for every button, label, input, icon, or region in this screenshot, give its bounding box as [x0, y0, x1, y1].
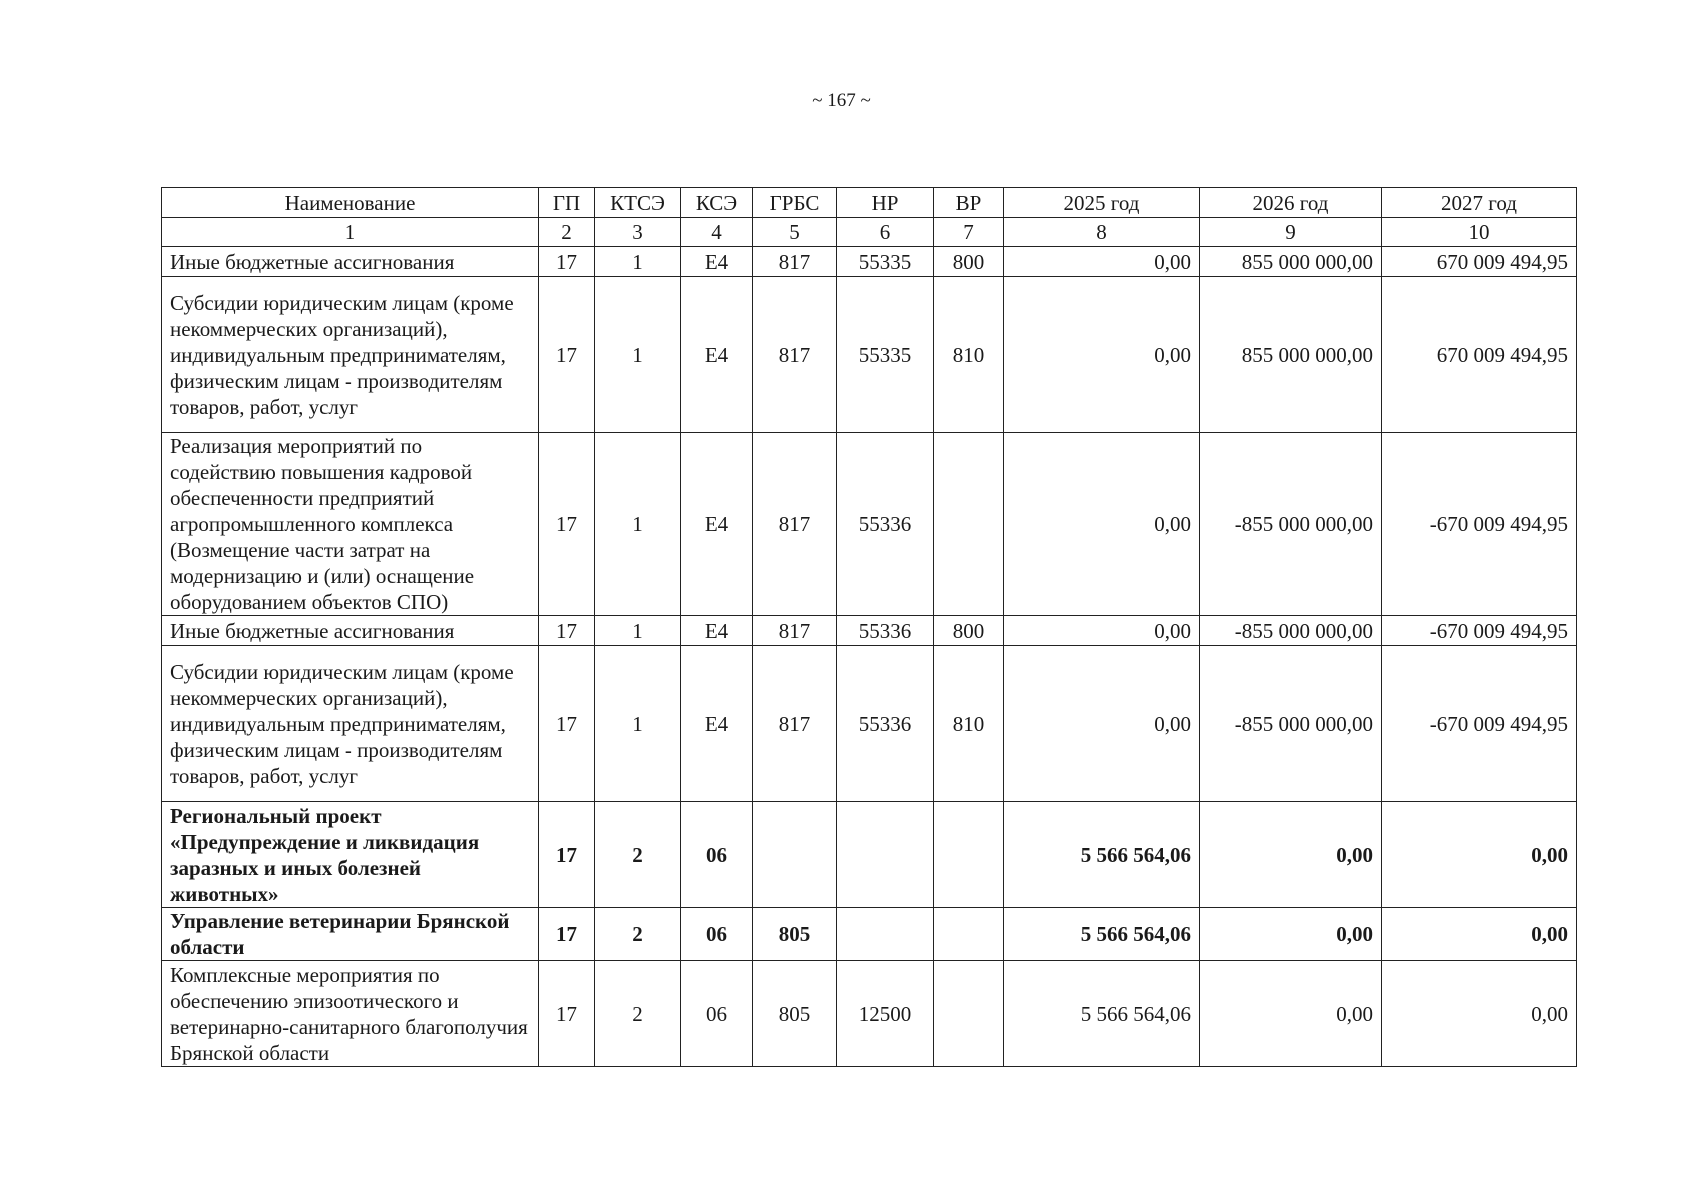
- row-nr: 12500: [837, 961, 934, 1067]
- row-ktse: 1: [595, 247, 681, 277]
- header-2027: 2027 год: [1382, 188, 1577, 218]
- column-number: 9: [1200, 218, 1382, 247]
- header-nr: НР: [837, 188, 934, 218]
- row-amount-2025: 0,00: [1004, 616, 1200, 646]
- row-gp: 17: [539, 802, 595, 908]
- row-ktse: 1: [595, 277, 681, 433]
- row-kse: Е4: [681, 646, 753, 802]
- row-amount-2027: 670 009 494,95: [1382, 277, 1577, 433]
- row-vr: 800: [934, 616, 1004, 646]
- row-gp: 17: [539, 646, 595, 802]
- column-number-row: [162, 218, 1577, 247]
- row-amount-2026: 0,00: [1200, 961, 1382, 1067]
- header-grbs: ГРБС: [753, 188, 837, 218]
- row-gp: 17: [539, 616, 595, 646]
- row-amount-2025: 5 566 564,06: [1004, 908, 1200, 961]
- row-ktse: 1: [595, 433, 681, 616]
- column-number: 5: [753, 218, 837, 247]
- row-name: Иные бюджетные ассигнования: [162, 616, 539, 646]
- row-gp: 17: [539, 247, 595, 277]
- row-amount-2025: 5 566 564,06: [1004, 802, 1200, 908]
- row-vr: 800: [934, 247, 1004, 277]
- row-kse: 06: [681, 802, 753, 908]
- row-amount-2027: 670 009 494,95: [1382, 247, 1577, 277]
- header-ktse: КТСЭ: [595, 188, 681, 218]
- row-kse: Е4: [681, 277, 753, 433]
- table-row: [162, 616, 1577, 646]
- row-grbs: 805: [753, 908, 837, 961]
- row-gp: 17: [539, 961, 595, 1067]
- row-amount-2026: 0,00: [1200, 908, 1382, 961]
- row-vr: [934, 433, 1004, 616]
- row-kse: Е4: [681, 433, 753, 616]
- table-row: [162, 646, 1577, 802]
- row-kse: Е4: [681, 247, 753, 277]
- row-name: Комплексные мероприятия по обеспечению эпизоотического и ветеринарно-санитарного благополучия Брянской области: [162, 961, 539, 1067]
- row-name: Региональный проект «Предупреждение и ликвидация заразных и иных болезней животных»: [162, 802, 539, 908]
- row-name: Иные бюджетные ассигнования: [162, 247, 539, 277]
- page-number: ~ 167 ~: [812, 90, 871, 111]
- row-name: Управление ветеринарии Брянской области: [162, 908, 539, 961]
- row-amount-2026: -855 000 000,00: [1200, 433, 1382, 616]
- row-amount-2026: -855 000 000,00: [1200, 616, 1382, 646]
- row-nr: [837, 802, 934, 908]
- row-amount-2027: -670 009 494,95: [1382, 616, 1577, 646]
- row-grbs: 817: [753, 616, 837, 646]
- row-amount-2026: -855 000 000,00: [1200, 646, 1382, 802]
- header-row: [162, 188, 1577, 218]
- row-amount-2025: 0,00: [1004, 646, 1200, 802]
- column-number: 2: [539, 218, 595, 247]
- row-ktse: 2: [595, 908, 681, 961]
- header-name: Наименование: [162, 188, 539, 218]
- column-number: 10: [1382, 218, 1577, 247]
- row-amount-2027: 0,00: [1382, 908, 1577, 961]
- header-2025: 2025 год: [1004, 188, 1200, 218]
- row-nr: 55335: [837, 247, 934, 277]
- row-nr: 55335: [837, 277, 934, 433]
- row-ktse: 1: [595, 616, 681, 646]
- row-grbs: 805: [753, 961, 837, 1067]
- row-grbs: 817: [753, 277, 837, 433]
- column-number: 8: [1004, 218, 1200, 247]
- row-amount-2027: -670 009 494,95: [1382, 646, 1577, 802]
- row-ktse: 2: [595, 961, 681, 1067]
- row-grbs: 817: [753, 646, 837, 802]
- header-gp: ГП: [539, 188, 595, 218]
- row-amount-2026: 855 000 000,00: [1200, 277, 1382, 433]
- row-kse: 06: [681, 961, 753, 1067]
- row-nr: 55336: [837, 433, 934, 616]
- row-gp: 17: [539, 433, 595, 616]
- row-vr: [934, 908, 1004, 961]
- row-gp: 17: [539, 908, 595, 961]
- table-row: [162, 961, 1577, 1067]
- row-grbs: 817: [753, 247, 837, 277]
- row-amount-2025: 5 566 564,06: [1004, 961, 1200, 1067]
- row-name: Субсидии юридическим лицам (кроме некоммерческих организаций), индивидуальным предпринимателям, физическим лицам - производителям товаров, работ, услуг: [162, 277, 539, 433]
- budget-table: [161, 187, 1577, 1067]
- column-number: 1: [162, 218, 539, 247]
- table-row: [162, 433, 1577, 616]
- row-nr: 55336: [837, 616, 934, 646]
- table-row: [162, 277, 1577, 433]
- column-number: 4: [681, 218, 753, 247]
- column-number: 6: [837, 218, 934, 247]
- row-vr: [934, 961, 1004, 1067]
- row-vr: 810: [934, 646, 1004, 802]
- row-amount-2025: 0,00: [1004, 433, 1200, 616]
- row-name: Субсидии юридическим лицам (кроме некоммерческих организаций), индивидуальным предпринимателям, физическим лицам - производителям товаров, работ, услуг: [162, 646, 539, 802]
- row-vr: 810: [934, 277, 1004, 433]
- row-grbs: 817: [753, 433, 837, 616]
- row-kse: 06: [681, 908, 753, 961]
- row-amount-2027: 0,00: [1382, 961, 1577, 1067]
- table-row: [162, 247, 1577, 277]
- row-amount-2025: 0,00: [1004, 247, 1200, 277]
- header-vr: ВР: [934, 188, 1004, 218]
- row-gp: 17: [539, 277, 595, 433]
- row-name: Реализация мероприятий по содействию повышения кадровой обеспеченности предприятий агропромышленного комплекса (Возмещение части затрат на модернизацию и (или) оснащение оборудованием объектов СПО): [162, 433, 539, 616]
- header-kse: КСЭ: [681, 188, 753, 218]
- row-amount-2026: 0,00: [1200, 802, 1382, 908]
- row-ktse: 1: [595, 646, 681, 802]
- row-amount-2027: 0,00: [1382, 802, 1577, 908]
- row-amount-2026: 855 000 000,00: [1200, 247, 1382, 277]
- row-amount-2027: -670 009 494,95: [1382, 433, 1577, 616]
- row-ktse: 2: [595, 802, 681, 908]
- header-2026: 2026 год: [1200, 188, 1382, 218]
- column-number: 3: [595, 218, 681, 247]
- table-row: [162, 802, 1577, 908]
- column-number: 7: [934, 218, 1004, 247]
- table-row: [162, 908, 1577, 961]
- row-kse: Е4: [681, 616, 753, 646]
- row-nr: [837, 908, 934, 961]
- row-nr: 55336: [837, 646, 934, 802]
- row-vr: [934, 802, 1004, 908]
- row-grbs: [753, 802, 837, 908]
- row-amount-2025: 0,00: [1004, 277, 1200, 433]
